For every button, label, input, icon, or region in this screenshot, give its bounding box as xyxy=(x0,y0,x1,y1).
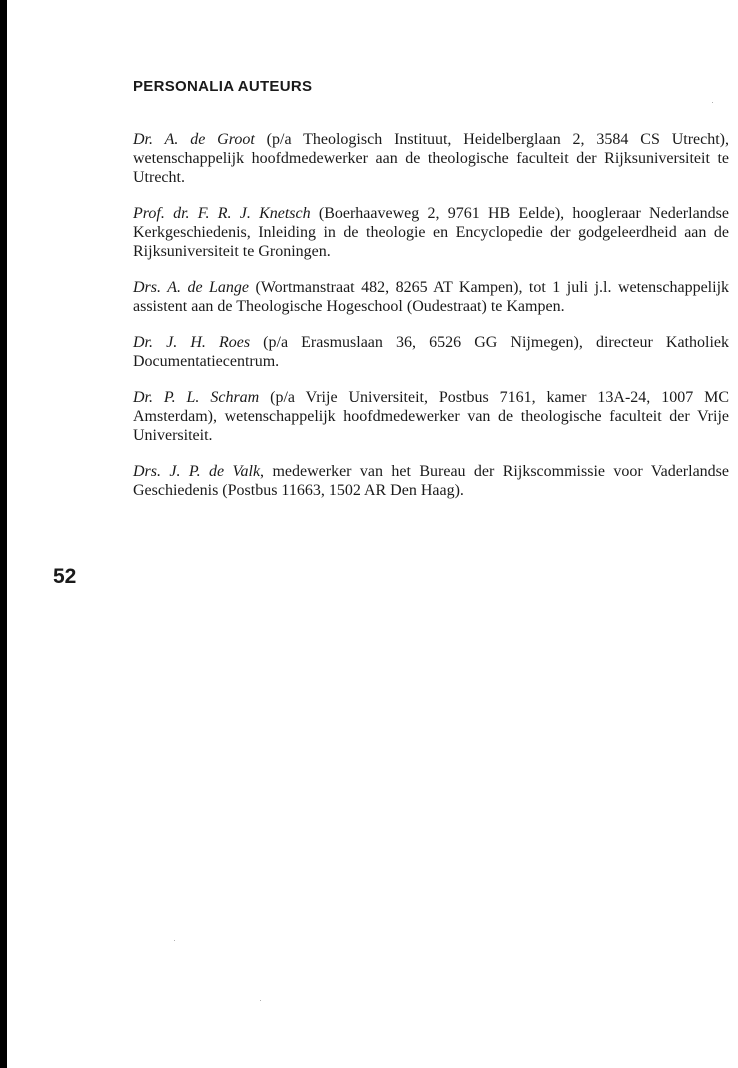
author-list xyxy=(133,130,729,517)
author-details: (Boerhaaveweg 2, 9761 HB Eelde), hoogleraar Nederlandse Kerkgeschiedenis, Inleiding in de theologie en Encyclopedie der godgeleerdheid aan de Rijksuniversiteit te Groningen. xyxy=(133,205,730,260)
author-entry xyxy=(133,278,729,316)
author-name: Dr. P. L. Schram xyxy=(133,389,260,406)
author-entry xyxy=(133,388,729,445)
author-entry xyxy=(133,462,729,500)
page-number: 52 xyxy=(53,565,77,588)
author-details: (p/a Erasmuslaan 36, 6526 GG Nijmegen), directeur Katholiek Documentatiecentrum. xyxy=(133,334,729,370)
author-name: Drs. J. P. de Valk xyxy=(133,463,261,480)
author-entry xyxy=(133,333,729,371)
author-details: (p/a Vrije Universiteit, Postbus 7161, kamer 13A-24, 1007 MC Amsterdam), wetenschappelijk hoofdmedewerker van de theologische faculteit der Vrije Universiteit. xyxy=(133,389,730,444)
author-details: , medewerker van het Bureau der Rijkscommissie voor Vaderlandse Geschiedenis (Postbus 11663, 1502 AR Den Haag). xyxy=(133,463,729,499)
scan-speck xyxy=(712,102,713,103)
author-entry xyxy=(133,130,729,187)
author-name: Drs. A. de Lange xyxy=(133,279,250,296)
scan-speck xyxy=(260,1000,261,1001)
author-entry xyxy=(133,204,729,261)
author-name: Prof. dr. F. R. J. Knetsch xyxy=(133,205,311,222)
author-name: Dr. A. de Groot xyxy=(133,131,255,148)
author-details: (p/a Theologisch Instituut, Heidelberglaan 2, 3584 CS Utrecht), wetenschappelijk hoofdmedewerker aan de theologische faculteit der Rijksuniversiteit te Utrecht. xyxy=(133,131,730,186)
author-name: Dr. J. H. Roes xyxy=(133,334,251,351)
page-heading: PERSONALIA AUTEURS xyxy=(133,78,313,95)
page-edge-rule xyxy=(0,0,7,1068)
scan-speck xyxy=(174,940,175,941)
author-details: (Wortmanstraat 482, 8265 AT Kampen), tot 1 juli j.l. wetenschappelijk assistent aan de Theologische Hogeschool (Oudestraat) te Kampen. xyxy=(133,279,730,315)
